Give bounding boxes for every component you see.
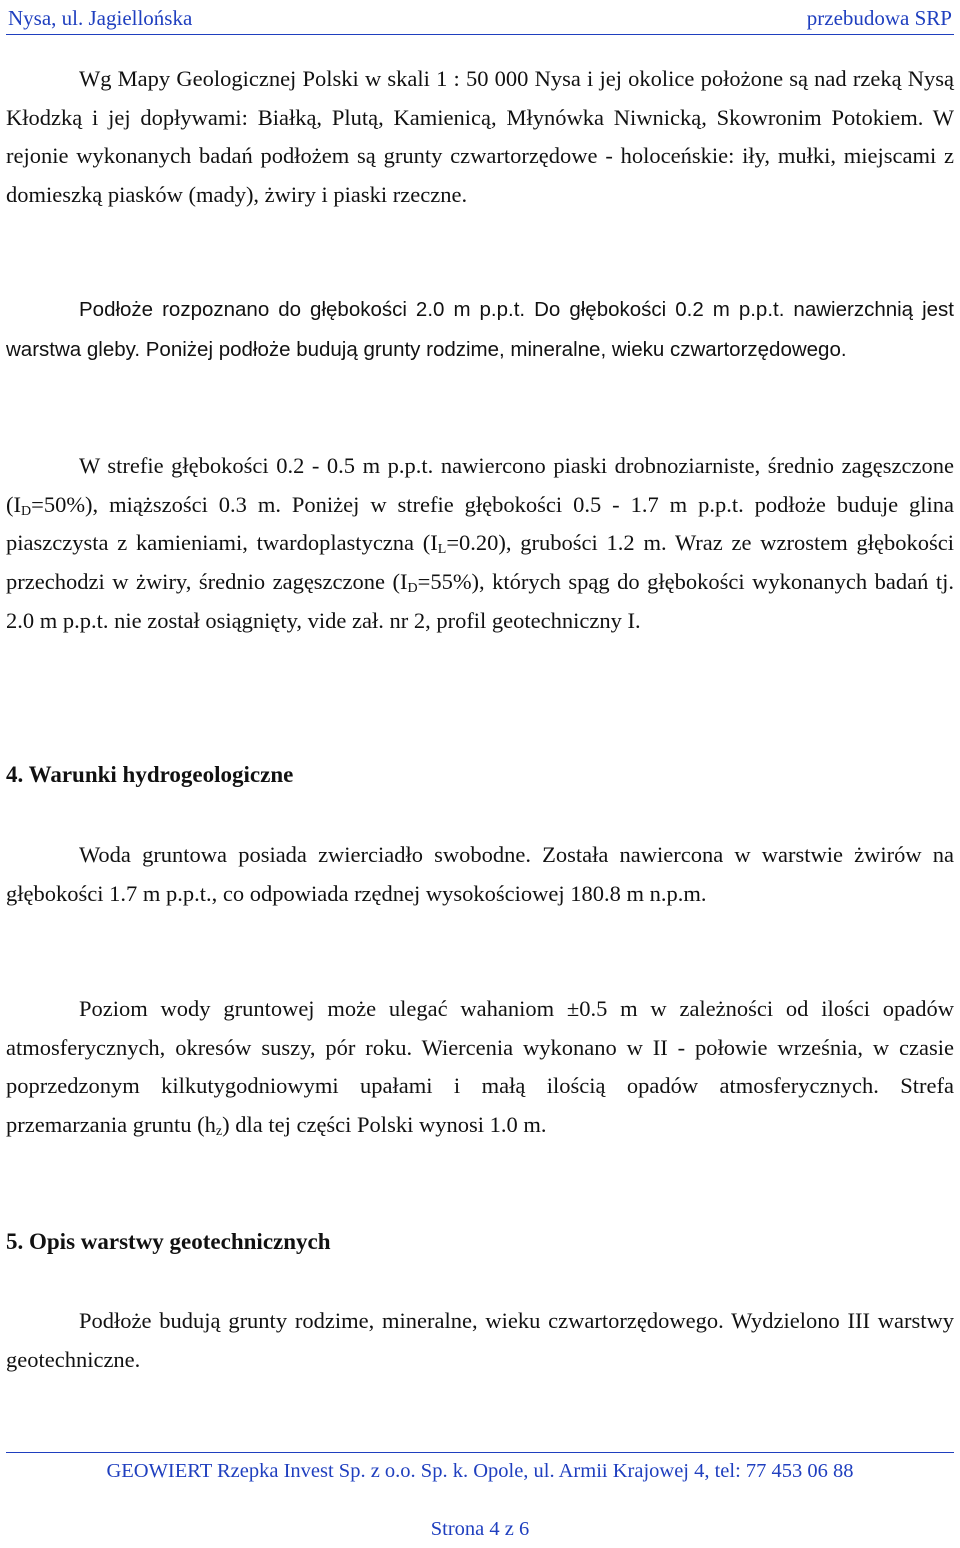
- liquidity-index-sub: L: [437, 542, 447, 558]
- soil-layers-text-c: =0.20), grubości 1.2 m. Wraz ze wzrostem głębokości przechodzi w żwiry, średnio zagęszczone (I: [6, 530, 954, 595]
- paragraph-geology-map: Wg Mapy Geologicznej Polski w skali 1 : 50 000 Nysa i jej okolice położone są nad rzeką Nysą Kłodzką i jej dopływami: Białką, Plutą, Kamienicą, Młynówka Niwnicką, Skowronim Potokiem. W rejonie wykonanych badań podłożem są grunty czwartorzędowe - holoceńskie: iły, mułki, miejscami z domieszką piasków (mady), żwiry i piaski rzeczne.: [6, 66, 954, 208]
- density-index-sub-2: D: [407, 581, 418, 597]
- header-project: przebudowa SRP: [806, 6, 952, 30]
- soil-layers-text-b: =50%), miąższości 0.3 m. Poniżej w strefie głębokości 0.5 - 1.7 m p.p.t. podłoże buduje glina piaszczysta z kamieniami, twardoplastyczna (I: [6, 491, 954, 556]
- water-fluctuation-text-b: ) dla tej części Polski wynosi 1.0 m.: [222, 1112, 547, 1138]
- paragraph-water-fluctuation: [6, 990, 954, 1145]
- paragraph-soil-layers: [6, 447, 954, 641]
- header-divider: [6, 34, 954, 35]
- section-heading-hydrogeology: 4. Warunki hydrogeologiczne: [6, 762, 294, 787]
- subsoil-depth-sans-text: Podłoże rozpoznano do głębokości 2.0 m p.p.t. Do głębokości 0.2 m p.p.t. nawierzchnią jest warstwa gleby.: [6, 298, 954, 361]
- soil-layers-text-d: =55%), których spąg do głębokości wykonanych badań tj. 2.0 m p.p.t. nie został osiągnięty, vide zał. nr 2, profil geotechniczny I.: [6, 569, 954, 633]
- subsoil-depth-serif-text: Poniżej podłoże budują grunty rodzime, mineralne, wieku czwartorzędowego.: [140, 337, 847, 361]
- density-index-sub: D: [21, 503, 32, 519]
- water-fluctuation-text-a: Poziom wody gruntowej może ulegać wahaniom ±0.5 m w zależności od ilości opadów atmosferycznych, okresów suszy, pór roku. Wiercenia wykonano w II - połowie września, w czasie poprzedzonym kilkutygodniowymi upałami i małą ilością opadów atmosferycznych. Strefa przemarzania gruntu (h: [6, 996, 954, 1138]
- paragraph-groundwater: Woda gruntowa posiada zwierciadło swobodne. Została nawiercona w warstwie żwirów na głębokości 1.7 m p.p.t., co odpowiada rzędnej wysokościowej 180.8 m n.p.m.: [6, 842, 954, 906]
- footer-divider: [6, 1452, 954, 1453]
- paragraph-geotechnical-layers: Podłoże budują grunty rodzime, mineralne, wieku czwartorzędowego. Wydzielono III warstwy geotechniczne.: [6, 1308, 954, 1372]
- footer-page-number: Strona 4 z 6: [430, 1518, 530, 1540]
- footer-company: GEOWIERT Rzepka Invest Sp. z o.o. Sp. k. Opole, ul. Armii Krajowej 4, tel: 77 453 06 88: [106, 1460, 854, 1482]
- header-location: Nysa, ul. Jagiellońska: [8, 6, 193, 30]
- soil-layers-text-a: W strefie głębokości 0.2 - 0.5 m p.p.t. nawiercono piaski drobnoziarniste, średnio zagęszczone (I: [6, 453, 954, 517]
- frost-depth-sub: z: [215, 1124, 223, 1140]
- section-heading-geotechnical-layers: 5. Opis warstwy geotechnicznych: [6, 1229, 331, 1254]
- paragraph-subsoil-depth: [6, 290, 954, 369]
